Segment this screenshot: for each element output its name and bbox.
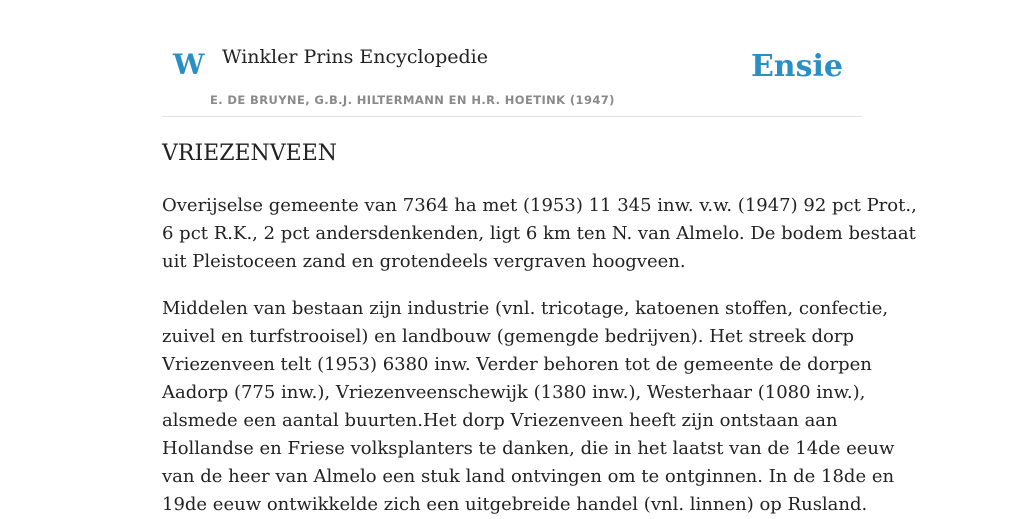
article-paragraph <box>162 295 895 519</box>
paragraph-line: Hollandse en Friese volksplanters te danken, die in het laatst van de 14de eeuw <box>162 438 895 459</box>
article-paragraph <box>162 192 917 276</box>
paragraph-line: zuivel en turfstrooisel) en landbouw (gemengde bedrijven). Het streek dorp <box>162 326 854 347</box>
article-title: VRIEZENVEEN <box>162 141 338 166</box>
ensie-brand-logo[interactable]: Ensie <box>750 49 843 84</box>
encyclopedia-authors: E. DE BRUYNE, G.B.J. HILTERMANN EN H.R. HOETINK (1947) <box>210 93 615 107</box>
paragraph-line: 6 pct R.K., 2 pct andersdenkenden, ligt 6 km ten N. van Almelo. De bodem bestaat <box>162 223 916 244</box>
paragraph-line: van de heer van Almelo een stuk land ontvingen om te ontginnen. In de 18de en <box>162 466 895 487</box>
paragraph-line: uit Pleistoceen zand en grotendeels vergraven hoogveen. <box>162 251 686 272</box>
paragraph-line: Vriezenveen telt (1953) 6380 inw. Verder behoren tot de gemeente de dorpen <box>162 354 872 375</box>
paragraph-line: Overijselse gemeente van 7364 ha met (1953) 11 345 inw. v.w. (1947) 92 pct Prot., <box>162 195 917 216</box>
winkler-prins-logo[interactable]: W <box>173 48 205 81</box>
page <box>162 0 917 515</box>
paragraph-line: alsmede een aantal buurten.Het dorp Vriezenveen heeft zijn ontstaan aan <box>162 410 838 431</box>
paragraph-line: Aadorp (775 inw.), Vriezenveenschewijk (1380 inw.), Westerhaar (1080 inw.), <box>162 382 866 403</box>
encyclopedia-title-link[interactable]: Winkler Prins Encyclopedie <box>222 46 488 68</box>
paragraph-line: Middelen van bestaan zijn industrie (vnl. tricotage, katoenen stoffen, confectie, <box>162 298 889 319</box>
site-header <box>162 0 862 117</box>
paragraph-line: 19de eeuw ontwikkelde zich een uitgebreide handel (vnl. linnen) op Rusland. <box>162 494 868 515</box>
